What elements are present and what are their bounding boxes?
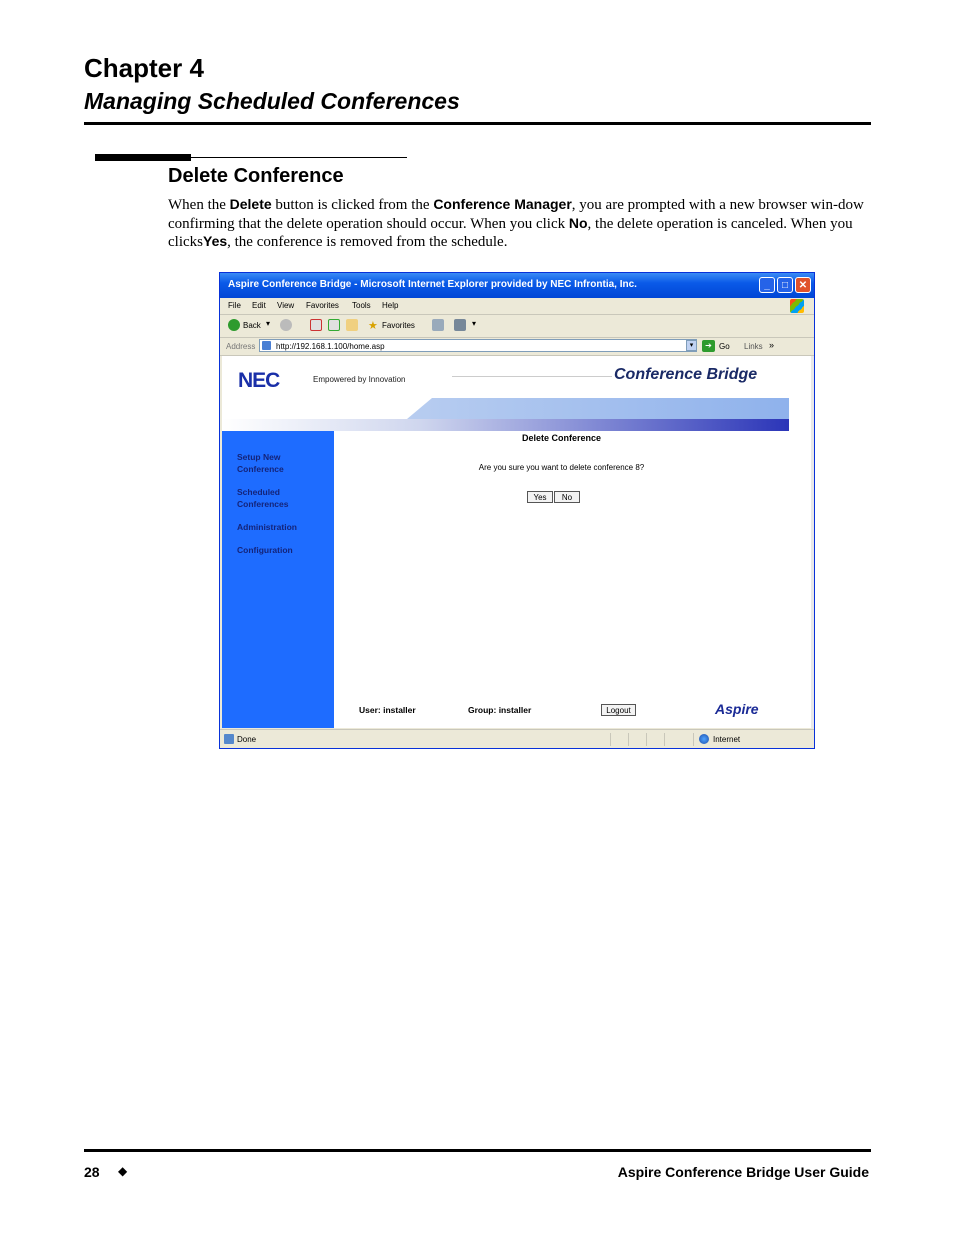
page-banner <box>222 356 789 431</box>
para-bold-delete: Delete <box>229 196 272 212</box>
window-title: Aspire Conference Bridge - Microsoft Internet Explorer provided by NEC Infrontia, Inc. <box>228 279 637 290</box>
banner-swoosh <box>452 376 612 377</box>
nav-administration[interactable]: Administration <box>237 522 297 532</box>
back-icon[interactable] <box>228 319 240 331</box>
scrollbar[interactable] <box>811 356 814 728</box>
no-button[interactable]: No <box>554 491 580 503</box>
menu-favorites[interactable]: Favorites <box>306 301 339 310</box>
para-bold-yes: Yes <box>203 233 228 249</box>
status-text: Done <box>237 735 257 744</box>
sidebar <box>222 431 334 728</box>
para-text-2: button is clicked from the <box>271 197 434 213</box>
user-label: User: installer <box>359 705 416 715</box>
menu-tools[interactable]: Tools <box>352 301 371 310</box>
tagline: Empowered by Innovation <box>313 375 406 384</box>
banner-wedge <box>407 398 789 419</box>
page-status-icon <box>224 734 234 744</box>
minimize-button[interactable]: _ <box>759 277 775 293</box>
banner-stripe <box>222 419 789 431</box>
chapter-rule <box>84 122 871 125</box>
go-arrow-icon[interactable]: ➔ <box>702 340 715 352</box>
confirm-text: Are you sure you want to delete conference 8? <box>478 463 645 472</box>
footer-rule <box>84 1149 871 1152</box>
favorites-label[interactable]: Favorites <box>382 321 415 330</box>
menu-help[interactable]: Help <box>382 301 399 310</box>
browser-titlebar[interactable] <box>220 273 814 298</box>
forward-icon[interactable] <box>280 319 292 331</box>
stop-icon[interactable] <box>310 319 322 331</box>
aspire-logo: Aspire <box>715 701 759 717</box>
back-label[interactable]: Back <box>243 321 261 330</box>
address-label: Address <box>226 342 256 351</box>
globe-icon <box>699 734 709 744</box>
menu-file[interactable]: File <box>228 301 241 310</box>
section-bar-thick <box>95 154 191 161</box>
section-bar-thin <box>191 157 407 158</box>
address-input[interactable] <box>259 339 697 352</box>
para-bold-conference-manager: Conference Manager <box>433 196 572 212</box>
zone-text: Internet <box>713 735 741 744</box>
refresh-icon[interactable] <box>328 319 340 331</box>
logout-button[interactable]: Logout <box>601 704 636 716</box>
nav-setup-new-conference[interactable]: Setup New Conference <box>237 452 284 474</box>
toolbar <box>220 315 814 338</box>
go-button[interactable]: Go <box>719 342 730 351</box>
status-divider <box>646 733 647 746</box>
chapter-subtitle: Managing Scheduled Conferences <box>84 88 460 114</box>
media-icon[interactable] <box>432 319 444 331</box>
diamond-icon: ◆ <box>118 1164 128 1178</box>
address-bar <box>220 337 814 356</box>
para-text-5: , the conference is removed from the schedule. <box>227 234 508 250</box>
print-dropdown-icon[interactable]: ▾ <box>472 319 477 328</box>
page-icon <box>262 341 271 350</box>
status-divider <box>664 733 665 746</box>
body-paragraph <box>168 196 868 252</box>
menu-bar <box>220 298 814 315</box>
page-number: 28 <box>84 1164 100 1180</box>
browser-window <box>219 272 815 749</box>
group-label: Group: installer <box>468 705 532 715</box>
favorites-star-icon[interactable]: ★ <box>368 320 378 332</box>
back-dropdown-icon[interactable]: ▾ <box>266 319 271 328</box>
brand-title: Conference Bridge <box>614 366 758 383</box>
address-dropdown-icon[interactable]: ▾ <box>686 340 697 351</box>
status-divider <box>628 733 629 746</box>
yes-button[interactable]: Yes <box>527 491 553 503</box>
menu-edit[interactable]: Edit <box>252 301 266 310</box>
page-viewport <box>222 356 811 728</box>
menu-view[interactable]: View <box>277 301 295 310</box>
dialog-title: Delete Conference <box>521 433 602 443</box>
para-text-3: , you are prompted with a new browser win-dow confirming that the delete operation should occur. When you click <box>168 197 864 232</box>
para-bold-no: No <box>568 214 588 231</box>
home-icon[interactable] <box>346 319 358 331</box>
links-chevron-icon[interactable]: » <box>769 340 775 350</box>
nav-scheduled-conferences[interactable]: Scheduled Conferences <box>237 487 289 509</box>
print-icon[interactable] <box>454 319 466 331</box>
chapter-title: Chapter 4 <box>84 53 204 83</box>
status-divider <box>693 733 694 746</box>
nec-logo: NEC <box>238 369 280 392</box>
para-text-1: When the <box>168 197 230 213</box>
windows-logo-icon <box>790 299 804 313</box>
footer-guide-title: Aspire Conference Bridge User Guide <box>617 1164 869 1180</box>
status-bar <box>220 729 814 749</box>
section-heading: Delete Conference <box>168 165 344 187</box>
nav-configuration[interactable]: Configuration <box>237 545 293 555</box>
close-button[interactable]: ✕ <box>795 277 811 293</box>
links-label[interactable]: Links <box>744 342 763 351</box>
status-divider <box>610 733 611 746</box>
para-text-4: , the delete operation is canceled. When you clicks <box>168 215 853 250</box>
maximize-button[interactable]: □ <box>777 277 793 293</box>
